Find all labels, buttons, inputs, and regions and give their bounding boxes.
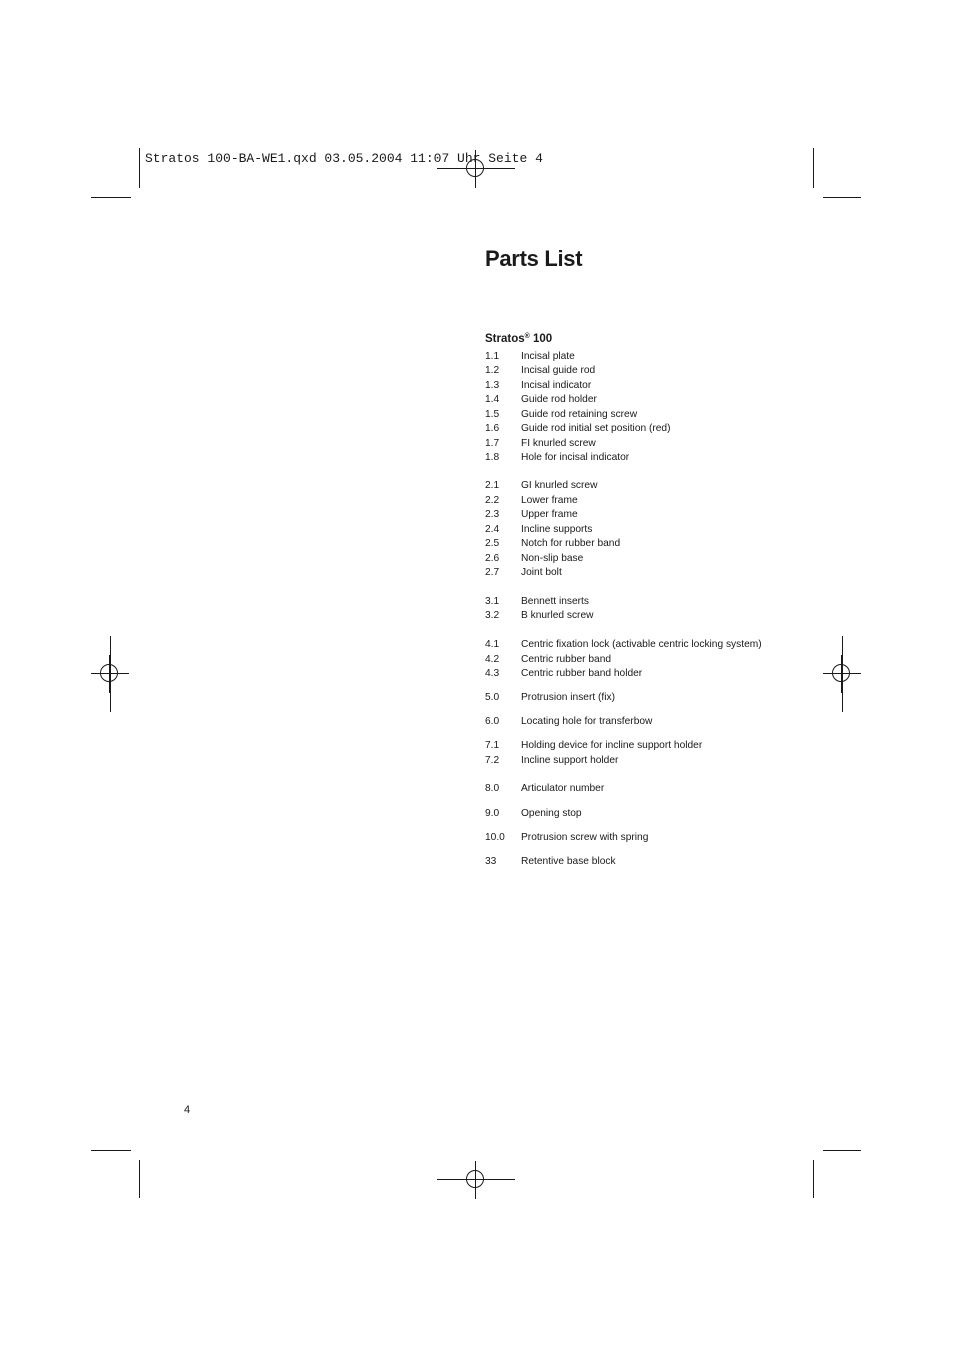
part-number: 1.3 (485, 380, 500, 391)
part-label: Incline supports (521, 524, 593, 535)
crop-mark (823, 197, 861, 198)
part-label: Incisal guide rod (521, 365, 596, 376)
part-label: Upper frame (521, 509, 578, 520)
product-model: 100 (533, 333, 553, 345)
part-label: Protrusion insert (fix) (521, 692, 615, 703)
part-label: Incline support holder (521, 755, 619, 766)
part-label: Incisal indicator (521, 380, 592, 391)
part-number: 4.2 (485, 654, 500, 665)
part-label: Protrusion screw with spring (521, 832, 649, 843)
page-title: Parts List (485, 246, 583, 271)
part-number: 2.1 (485, 480, 500, 491)
part-number: 1.7 (485, 438, 500, 449)
part-label: Locating hole for transferbow (521, 716, 653, 727)
part-label: Articulator number (521, 783, 605, 794)
part-number: 3.2 (485, 610, 500, 621)
part-number: 7.2 (485, 755, 500, 766)
print-slug: Stratos 100-BA-WE1.qxd 03.05.2004 11:07 Uhr Seite 4 (145, 151, 543, 166)
part-number: 8.0 (485, 783, 500, 794)
part-label: Centric rubber band (521, 654, 612, 665)
part-label: Incisal plate (521, 351, 575, 362)
part-number: 4.3 (485, 668, 500, 679)
part-number: 2.2 (485, 495, 500, 506)
part-label: B knurled screw (521, 610, 594, 621)
product-name: Stratos (485, 333, 525, 345)
page-number: 4 (184, 1104, 191, 1116)
part-label: Guide rod holder (521, 394, 597, 405)
part-number: 4.1 (485, 639, 500, 650)
crop-mark (813, 1160, 814, 1198)
part-number: 1.6 (485, 423, 500, 434)
part-number: 2.7 (485, 567, 500, 578)
part-number: 1.4 (485, 394, 500, 405)
registration-mark-left (91, 655, 129, 693)
part-number: 5.0 (485, 692, 500, 703)
part-label: FI knurled screw (521, 438, 596, 449)
part-label: Joint bolt (521, 567, 562, 578)
crop-mark (91, 197, 131, 198)
crop-mark (813, 148, 814, 188)
part-label: Bennett inserts (521, 596, 589, 607)
part-label: Centric rubber band holder (521, 668, 643, 679)
crop-mark (823, 1150, 861, 1151)
part-number: 1.5 (485, 409, 500, 420)
part-number: 7.1 (485, 740, 500, 751)
part-label: Lower frame (521, 495, 578, 506)
part-number: 2.4 (485, 524, 500, 535)
part-number: 6.0 (485, 716, 500, 727)
crop-mark (139, 148, 140, 188)
part-number: 33 (485, 856, 497, 867)
part-label: Non-slip base (521, 553, 584, 564)
part-label: Opening stop (521, 808, 582, 819)
product-heading (485, 333, 552, 345)
registration-mark-right (823, 655, 861, 693)
crop-mark (91, 1150, 131, 1151)
part-label: Guide rod retaining screw (521, 409, 638, 420)
registered-mark: ® (524, 333, 530, 340)
part-label: Centric fixation lock (activable centric locking system) (521, 639, 762, 650)
crop-mark (139, 1160, 140, 1198)
part-label: Hole for incisal indicator (521, 452, 630, 463)
part-number: 1.8 (485, 452, 500, 463)
part-number: 2.3 (485, 509, 500, 520)
part-number: 3.1 (485, 596, 500, 607)
part-label: Retentive base block (521, 856, 616, 867)
part-label: Holding device for incline support holder (521, 740, 703, 751)
part-label: Guide rod initial set position (red) (521, 423, 671, 434)
part-number: 1.1 (485, 351, 500, 362)
part-label: Notch for rubber band (521, 538, 621, 549)
part-number: 9.0 (485, 808, 500, 819)
part-number: 2.5 (485, 538, 500, 549)
part-label: GI knurled screw (521, 480, 598, 491)
part-number: 1.2 (485, 365, 500, 376)
registration-mark-bottom (457, 1161, 495, 1199)
part-number: 2.6 (485, 553, 500, 564)
part-number: 10.0 (485, 832, 505, 843)
